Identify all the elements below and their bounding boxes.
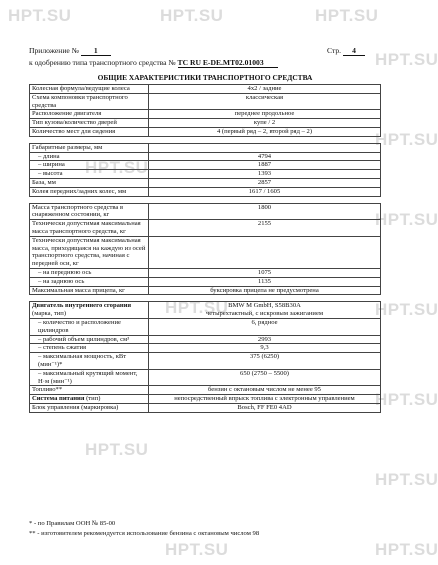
table-row	[30, 119, 381, 128]
watermark: HPT.SU	[315, 6, 379, 25]
row-value: 1617 / 1605	[149, 187, 381, 196]
watermark: HPT.SU	[165, 540, 229, 559]
row-value: 375 (6250)	[149, 353, 381, 370]
row-value: 2993	[149, 335, 381, 344]
row-label: Масса транспортного средства в снаряженном состоянии, кг	[30, 203, 149, 220]
watermark: HPT.SU	[85, 158, 149, 177]
row-label: – высота	[30, 170, 149, 179]
table-row	[30, 127, 381, 136]
table-row	[30, 277, 381, 286]
row-value: 1075	[149, 268, 381, 277]
row-value: 9,3	[149, 344, 381, 353]
table-row	[30, 395, 381, 404]
table-row	[30, 220, 381, 237]
table-row	[30, 161, 381, 170]
row-value: 2155	[149, 220, 381, 237]
row-label: – рабочий объем цилиндров, см³	[30, 335, 149, 344]
row-label: – ширина	[30, 161, 149, 170]
row-label: – максимальная мощность, кВт (мин⁻¹)*	[30, 353, 149, 370]
row-value: 4 (первый ряд – 2, второй ряд – 2)	[149, 127, 381, 136]
row-label: Колесная формула/ведущие колеса	[30, 85, 149, 94]
row-value: купе / 2	[149, 119, 381, 128]
row-label: Количество мест для сидения	[30, 127, 149, 136]
watermark: HPT.SU	[375, 50, 438, 69]
watermark: HPT.SU	[375, 470, 438, 489]
table-row	[30, 268, 381, 277]
table-gap	[30, 196, 381, 203]
watermark: HPT.SU	[375, 130, 438, 149]
watermark: HPT.SU	[8, 6, 72, 25]
row-label: Тип кузова/количество дверей	[30, 119, 149, 128]
table-row	[30, 236, 381, 268]
engine-label-bold: Двигатель внутреннего сгорания	[32, 302, 132, 310]
row-value: 1135	[149, 277, 381, 286]
row-value: 1393	[149, 170, 381, 179]
approval-line	[29, 58, 278, 68]
watermark: HPT.SU	[375, 210, 438, 229]
row-value: 650 (2750 – 5500)	[149, 369, 381, 386]
table-row	[30, 187, 381, 196]
row-value: бензин с октановым числом не менее 95	[149, 386, 381, 395]
page-number-line	[327, 46, 365, 56]
row-label: – степень сжатия	[30, 344, 149, 353]
table-row	[30, 178, 381, 187]
table-row	[30, 170, 381, 179]
row-label: Колея передних/задних колес, мм	[30, 187, 149, 196]
row-label: Габаритные размеры, мм	[30, 143, 149, 152]
row-value: непосредственный впрыск топлива с электронным управлением	[149, 395, 381, 404]
spec-table	[29, 84, 381, 413]
row-label: Блок управления (маркировка)	[30, 403, 149, 412]
row-label	[30, 302, 149, 319]
watermark: HPT.SU	[165, 298, 229, 317]
table-row	[30, 203, 381, 220]
table-row	[30, 344, 381, 353]
row-value: переднее продольное	[149, 110, 381, 119]
row-label: Топливо**	[30, 386, 149, 395]
row-label: – на переднюю ось	[30, 268, 149, 277]
engine-label-rest: (марка, тип)	[32, 310, 67, 318]
page-number: 4	[343, 46, 365, 56]
row-label: – максимальный крутящий момент, Н·м (мин⁻¹)	[30, 369, 149, 386]
row-label: Технически допустимая максимальная масса, приходящаяся на каждую из осей транспортного средства, начиная с передней оси, кг	[30, 236, 149, 268]
row-value: классическая	[149, 93, 381, 110]
row-value: буксировка прицепа не предусмотрена	[149, 286, 381, 295]
approval-prefix: к одобрению типа транспортного средства №	[29, 58, 176, 67]
row-label: – на заднюю ось	[30, 277, 149, 286]
document-title: ОБЩИЕ ХАРАКТЕРИСТИКИ ТРАНСПОРТНОГО СРЕДСТВА	[97, 73, 313, 82]
appendix-number: 1	[81, 46, 111, 56]
row-label: Схема компоновки транспортного средства	[30, 93, 149, 110]
appendix-label: Приложение №	[29, 46, 79, 55]
table-row	[30, 353, 381, 370]
row-label: База, мм	[30, 178, 149, 187]
row-label: Максимальная масса прицепа, кг	[30, 286, 149, 295]
row-value: 4x2 / задние	[149, 85, 381, 94]
row-label: – количество и расположение цилиндров	[30, 318, 149, 335]
appendix-line	[29, 46, 111, 56]
row-value	[149, 302, 381, 319]
table-gap	[30, 136, 381, 143]
table-row	[30, 85, 381, 94]
table-row	[30, 369, 381, 386]
row-value: 6, рядное	[149, 318, 381, 335]
footnote: ** - изготовителем рекомендуется использование бензина с октановым числом 98	[29, 530, 260, 537]
row-value: 1887	[149, 161, 381, 170]
watermark: HPT.SU	[85, 440, 149, 459]
power-system-label-rest: (тип)	[84, 395, 101, 403]
row-value: 4794	[149, 152, 381, 161]
table-row	[30, 386, 381, 395]
watermark: HPT.SU	[160, 6, 224, 25]
watermark: HPT.SU	[375, 390, 438, 409]
footnote: * - по Правилам ООН № 85-00	[29, 520, 116, 527]
row-value: 1800	[149, 203, 381, 220]
table-row	[30, 318, 381, 335]
watermark: HPT.SU	[375, 300, 438, 319]
power-system-label-bold: Система питания	[32, 395, 85, 403]
engine-value-line1: BMW M GmbH, S58B30A	[228, 302, 301, 310]
watermark: HPT.SU	[375, 540, 438, 559]
row-label: – длина	[30, 152, 149, 161]
row-label	[30, 395, 149, 404]
table-row	[30, 152, 381, 161]
table-row	[30, 286, 381, 295]
row-label: Технически допустимая максимальная масса транспортного средства, кг	[30, 220, 149, 237]
approval-number: TC RU E-DE.MT02.01003	[178, 58, 278, 68]
page-label: Стр.	[327, 46, 342, 55]
table-row	[30, 403, 381, 412]
table-row	[30, 302, 381, 319]
table-row	[30, 93, 381, 110]
row-value: Bosch, FF FE0 4AD	[149, 403, 381, 412]
table-gap	[30, 295, 381, 302]
row-value: 2857	[149, 178, 381, 187]
table-row	[30, 110, 381, 119]
table-row	[30, 143, 381, 152]
row-label: Расположение двигателя	[30, 110, 149, 119]
engine-value-line2: четырехтактный, с искровым зажиганием	[205, 310, 324, 318]
table-row	[30, 335, 381, 344]
